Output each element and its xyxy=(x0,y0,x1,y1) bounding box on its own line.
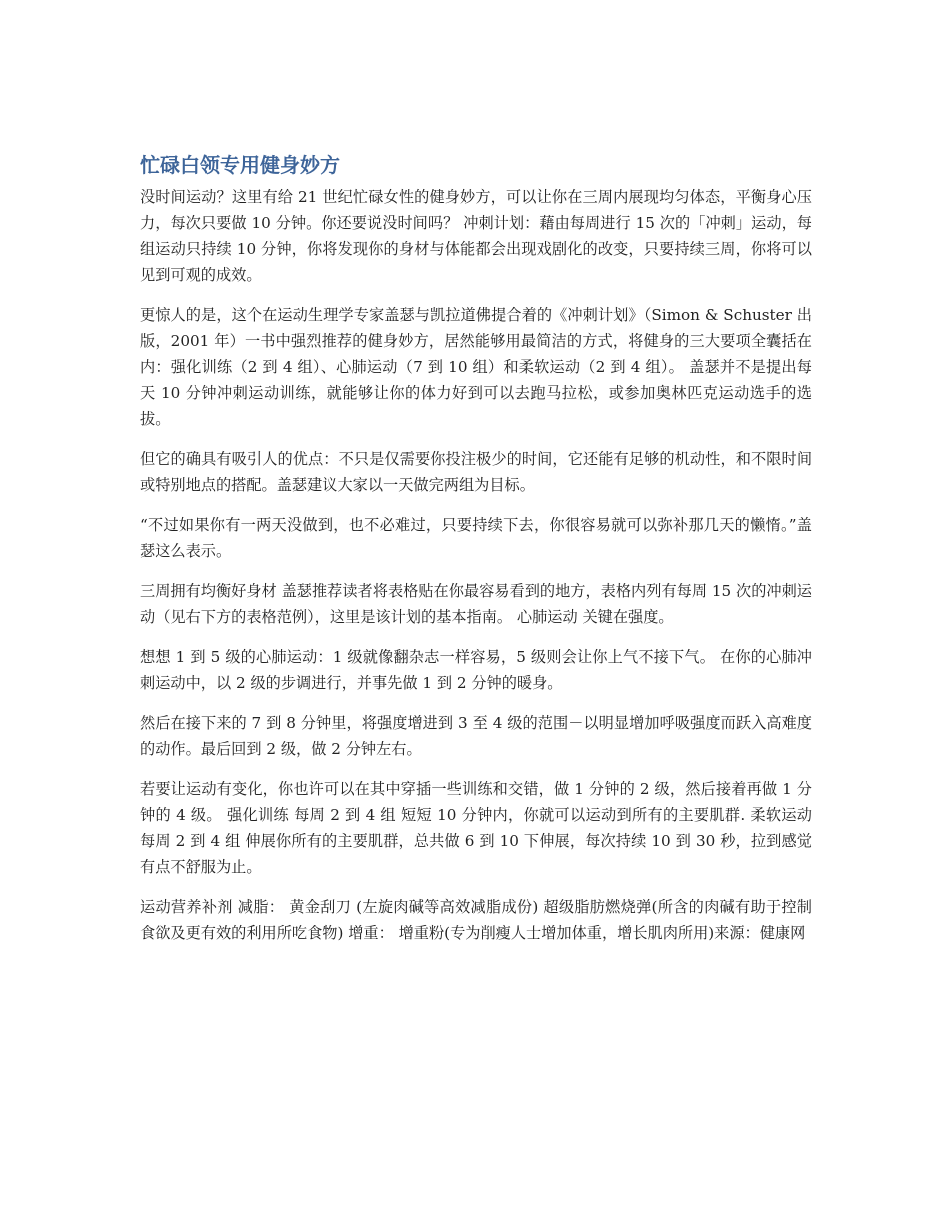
paragraph-5: 三周拥有均衡好身材 盖瑟推荐读者将表格贴在你最容易看到的地方，表格内列有每周 15 次的冲刺运动（见右下方的表格范例），这里是该计划的基本指南。 心肺运动 关键在强度。 xyxy=(140,582,812,626)
paragraph-7: 然后在接下来的 7 到 8 分钟里，将强度增进到 3 至 4 级的范围－以明显增加呼吸强度而跃入高难度的动作。最后回到 2 级，做 2 分钟左右。 xyxy=(140,714,812,758)
paragraph-8: 若要让运动有变化，你也许可以在其中穿插一些训练和交错，做 1 分钟的 2 级，然后接着再做 1 分钟的 4 级。 强化训练 每周 2 到 4 组 短短 10 分钟内，你就可以运动到所有的主要肌群. 柔软运动 每周 2 到 4 组 伸展你所有的主要肌群，总共做 6 到 10 下伸展，每次持续 10 到 30 秒，拉到感觉有点不舒服为止。 xyxy=(140,780,812,876)
article xyxy=(140,152,812,960)
paragraph-4: “不过如果你有一两天没做到，也不必难过，只要持续下去，你很容易就可以弥补那几天的懒惰。”盖瑟这么表示。 xyxy=(140,516,812,560)
paragraph-6: 想想 1 到 5 级的心肺运动：1 级就像翻杂志一样容易，5 级则会让你上气不接下气。 在你的心肺冲刺运动中，以 2 级的步调进行，并事先做 1 到 2 分钟的暖身。 xyxy=(140,648,812,692)
paragraph-9: 运动营养补剂 减脂： 黄金刮刀 (左旋肉碱等高效减脂成份) 超级脂肪燃烧弹(所含的肉碱有助于控制食欲及更有效的利用所吃食物) 增重： 增重粉(专为削瘦人士增加体重，增长肌肉所用)来源：健康网 xyxy=(140,898,812,942)
paragraph-3: 但它的确具有吸引人的优点：不只是仅需要你投注极少的时间，它还能有足够的机动性，和不限时间或特别地点的搭配。盖瑟建议大家以一天做完两组为目标。 xyxy=(140,450,812,494)
paragraph-2: 更惊人的是，这个在运动生理学专家盖瑟与凯拉道佛提合着的《冲刺计划》（Simon & Schuster 出版，2001 年）一书中强烈推荐的健身妙方，居然能够用最简洁的方式，将健身的三大要项全囊括在内：强化训练（2 到 4 组）、心肺运动（7 到 10 组）和柔软运动（2 到 4 组）。 盖瑟并不是提出每天 10 分钟冲刺运动训练，就能够让你的体力好到可以去跑马拉松，或参加奥林匹克运动选手的选拔。 xyxy=(140,306,812,428)
paragraph-1: 没时间运动？这里有给 21 世纪忙碌女性的健身妙方，可以让你在三周内展现均匀体态，平衡身心压力，每次只要做 10 分钟。你还要说没时间吗？ 冲刺计划：藉由每周进行 15 次的「冲刺」运动，每组运动只持续 10 分钟，你将发现你的身材与体能都会出现戏剧化的改变，只要持续三周，你将可以见到可观的成效。 xyxy=(140,188,812,284)
article-title: 忙碌白领专用健身妙方 xyxy=(140,153,340,177)
